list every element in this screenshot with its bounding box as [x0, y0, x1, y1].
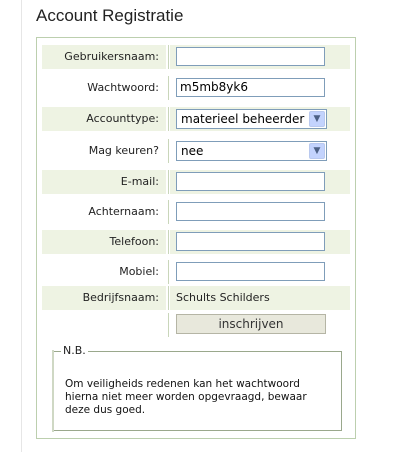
password-label: Wachtwoord: [87, 81, 159, 94]
notice-box-shadow [52, 350, 54, 432]
email-input[interactable] [176, 172, 325, 191]
mobile-row [42, 260, 350, 284]
lastname-label: Achternaam: [88, 205, 159, 218]
column-divider [168, 139, 169, 163]
page-divider-line [21, 0, 22, 452]
submit-row [42, 313, 350, 337]
notice-box [53, 344, 342, 431]
approve-label: Mag keuren? [88, 144, 159, 157]
phone-input[interactable] [176, 232, 325, 251]
username-row [42, 45, 350, 69]
column-divider [168, 76, 169, 100]
page-title: Account Registratie [36, 6, 184, 25]
accounttype-row [42, 107, 350, 131]
column-divider [168, 313, 169, 337]
email-label: E-mail: [42, 170, 166, 194]
column-divider [168, 286, 169, 310]
approve-row [42, 139, 350, 163]
company-row [42, 286, 350, 310]
phone-row [42, 230, 350, 254]
email-row [42, 170, 350, 194]
accounttype-select[interactable] [176, 109, 327, 129]
column-divider [168, 45, 169, 69]
phone-label: Telefoon: [42, 230, 166, 254]
notice-legend: N.B. [63, 344, 86, 357]
chevron-down-icon[interactable]: ▼ [309, 111, 325, 127]
mobile-label: Mobiel: [119, 265, 159, 278]
column-divider [168, 107, 169, 131]
registration-form [36, 37, 356, 439]
lastname-input[interactable] [176, 202, 325, 221]
username-input[interactable] [176, 47, 325, 66]
column-divider [168, 260, 169, 284]
username-label: Gebruikersnaam: [42, 45, 166, 69]
notice-text: Om veiligheids redenen kan het wachtwoord hierna niet meer worden opgevraagd, bewaar deze dus goed. [65, 378, 307, 416]
column-divider [168, 170, 169, 194]
mobile-input[interactable] [176, 262, 325, 281]
submit-button[interactable]: inschrijven [176, 314, 326, 334]
accounttype-label: Accounttype: [42, 107, 166, 131]
column-divider [168, 200, 169, 224]
chevron-down-icon[interactable]: ▼ [309, 143, 325, 159]
password-row [42, 76, 350, 100]
approve-select[interactable] [176, 141, 327, 161]
accounttype-selected-value: materieel beheerder [181, 112, 305, 126]
column-divider [168, 230, 169, 254]
company-label: Bedrijfsnaam: [42, 286, 166, 310]
company-value: Schults Schilders [176, 291, 270, 304]
lastname-row [42, 200, 350, 224]
password-input[interactable]: m5mb8yk6 [176, 78, 325, 97]
approve-selected-value: nee [181, 144, 204, 158]
